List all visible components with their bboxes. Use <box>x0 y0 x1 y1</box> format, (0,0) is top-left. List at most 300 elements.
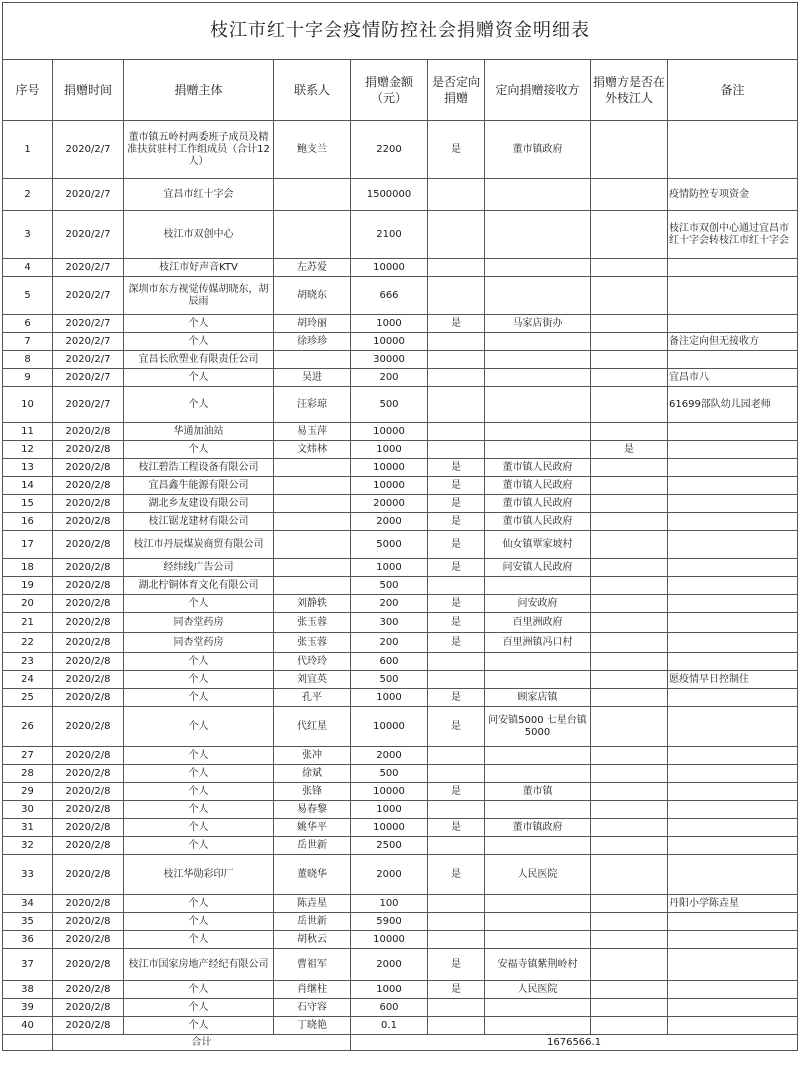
table-row <box>3 121 798 179</box>
row-external-cell <box>591 671 668 689</box>
row-recipient-cell: 董市镇人民政府 <box>485 513 591 531</box>
row-recipient-cell <box>485 653 591 671</box>
row-date-cell: 2020/2/8 <box>53 1017 124 1035</box>
row-amount-cell: 0.1 <box>351 1017 428 1035</box>
row-note-cell <box>668 595 798 613</box>
row-external-cell <box>591 855 668 895</box>
row-note-cell <box>668 513 798 531</box>
row-recipient-cell: 董市镇人民政府 <box>485 459 591 477</box>
row-donor-cell: 枝江华勋彩印厂 <box>124 855 274 895</box>
row-amount-cell: 10000 <box>351 819 428 837</box>
row-recipient-cell <box>485 913 591 931</box>
row-recipient-cell: 安福寺镇紫荆岭村 <box>485 949 591 981</box>
row-recipient-cell: 人民医院 <box>485 981 591 999</box>
table-row <box>3 783 798 801</box>
row-contact-cell <box>274 459 351 477</box>
row-donor-cell: 个人 <box>124 981 274 999</box>
row-directed-cell <box>428 765 485 783</box>
row-recipient-cell <box>485 351 591 369</box>
row-donor-cell: 个人 <box>124 441 274 459</box>
row-amount-cell: 1000 <box>351 801 428 819</box>
total-amount: 1676566.1 <box>351 1035 798 1051</box>
row-directed-cell: 是 <box>428 315 485 333</box>
row-date-cell: 2020/2/8 <box>53 999 124 1017</box>
row-donor-cell: 枝江市好声音KTV <box>124 259 274 277</box>
row-date-cell: 2020/2/8 <box>53 801 124 819</box>
table-row <box>3 765 798 783</box>
row-recipient-cell <box>485 333 591 351</box>
row-index-cell: 20 <box>3 595 53 613</box>
row-donor-cell: 枝江碧浩工程设备有限公司 <box>124 459 274 477</box>
row-amount-cell: 500 <box>351 387 428 423</box>
row-amount-cell: 2000 <box>351 747 428 765</box>
row-contact-cell: 董晓华 <box>274 855 351 895</box>
total-label: 合计 <box>53 1035 351 1051</box>
row-recipient-cell <box>485 369 591 387</box>
row-contact-cell: 胡晓东 <box>274 277 351 315</box>
row-donor-cell: 个人 <box>124 783 274 801</box>
row-date-cell: 2020/2/8 <box>53 477 124 495</box>
row-contact-cell: 左苏爱 <box>274 259 351 277</box>
row-amount-cell: 1000 <box>351 315 428 333</box>
row-recipient-cell: 董市镇政府 <box>485 121 591 179</box>
row-directed-cell <box>428 387 485 423</box>
row-donor-cell: 湖北柠铜体育文化有限公司 <box>124 577 274 595</box>
row-external-cell <box>591 259 668 277</box>
row-contact-cell <box>274 477 351 495</box>
row-recipient-cell <box>485 747 591 765</box>
row-directed-cell <box>428 999 485 1017</box>
row-external-cell <box>591 633 668 653</box>
row-recipient-cell <box>485 837 591 855</box>
table-row <box>3 513 798 531</box>
row-date-cell: 2020/2/8 <box>53 633 124 653</box>
row-date-cell: 2020/2/8 <box>53 595 124 613</box>
row-recipient-cell <box>485 441 591 459</box>
row-contact-cell <box>274 577 351 595</box>
row-date-cell: 2020/2/7 <box>53 351 124 369</box>
row-index-cell: 2 <box>3 179 53 211</box>
row-note-cell <box>668 633 798 653</box>
row-amount-cell: 1000 <box>351 559 428 577</box>
row-donor-cell: 个人 <box>124 999 274 1017</box>
row-contact-cell: 徐斌 <box>274 765 351 783</box>
row-recipient-cell: 董市镇 <box>485 783 591 801</box>
row-contact-cell: 刘静轶 <box>274 595 351 613</box>
row-donor-cell: 个人 <box>124 369 274 387</box>
row-index-cell: 8 <box>3 351 53 369</box>
row-date-cell: 2020/2/7 <box>53 179 124 211</box>
row-note-cell <box>668 423 798 441</box>
row-index-cell: 16 <box>3 513 53 531</box>
row-contact-cell: 肖继柱 <box>274 981 351 999</box>
row-index-cell: 18 <box>3 559 53 577</box>
row-date-cell: 2020/2/8 <box>53 981 124 999</box>
row-amount-cell: 20000 <box>351 495 428 513</box>
row-donor-cell: 个人 <box>124 1017 274 1035</box>
row-donor-cell: 华通加油站 <box>124 423 274 441</box>
row-index-cell: 10 <box>3 387 53 423</box>
row-index-cell: 30 <box>3 801 53 819</box>
row-note-cell <box>668 819 798 837</box>
row-amount-cell: 100 <box>351 895 428 913</box>
table-row <box>3 1017 798 1035</box>
row-external-cell <box>591 801 668 819</box>
row-contact-cell <box>274 495 351 513</box>
row-recipient-cell <box>485 387 591 423</box>
table-row <box>3 259 798 277</box>
row-note-cell: 枝江市双创中心通过宜昌市红十字会转枝江市红十字会 <box>668 211 798 259</box>
row-donor-cell: 枝江锯龙建材有限公司 <box>124 513 274 531</box>
row-recipient-cell <box>485 211 591 259</box>
row-amount-cell: 1000 <box>351 981 428 999</box>
table-row <box>3 387 798 423</box>
row-note-cell <box>668 707 798 747</box>
row-note-cell <box>668 981 798 999</box>
row-index-cell: 21 <box>3 613 53 633</box>
row-amount-cell: 200 <box>351 633 428 653</box>
row-directed-cell <box>428 351 485 369</box>
row-amount-cell: 500 <box>351 765 428 783</box>
table-row <box>3 495 798 513</box>
row-note-cell <box>668 689 798 707</box>
row-directed-cell: 是 <box>428 819 485 837</box>
row-contact-cell: 曹祖军 <box>274 949 351 981</box>
row-contact-cell: 易玉萍 <box>274 423 351 441</box>
row-amount-cell: 2500 <box>351 837 428 855</box>
row-external-cell <box>591 1017 668 1035</box>
row-date-cell: 2020/2/8 <box>53 747 124 765</box>
table-row <box>3 613 798 633</box>
row-date-cell: 2020/2/8 <box>53 653 124 671</box>
row-contact-cell: 汪彩琼 <box>274 387 351 423</box>
row-date-cell: 2020/2/8 <box>53 913 124 931</box>
row-recipient-cell: 人民医院 <box>485 855 591 895</box>
table-row <box>3 931 798 949</box>
row-directed-cell <box>428 801 485 819</box>
row-donor-cell: 个人 <box>124 653 274 671</box>
row-contact-cell: 陈垚星 <box>274 895 351 913</box>
row-external-cell <box>591 895 668 913</box>
row-directed-cell: 是 <box>428 459 485 477</box>
header-cell: 联系人 <box>274 60 351 121</box>
row-external-cell <box>591 211 668 259</box>
row-contact-cell: 张玉蓉 <box>274 633 351 653</box>
row-recipient-cell <box>485 1017 591 1035</box>
row-recipient-cell: 董市镇政府 <box>485 819 591 837</box>
row-external-cell <box>591 513 668 531</box>
row-note-cell <box>668 531 798 559</box>
row-contact-cell: 张玉蓉 <box>274 613 351 633</box>
row-donor-cell: 董市镇五岭村两委班子成员及精准扶贫驻村工作组成员（合计12人） <box>124 121 274 179</box>
row-amount-cell: 666 <box>351 277 428 315</box>
row-date-cell: 2020/2/7 <box>53 211 124 259</box>
row-date-cell: 2020/2/8 <box>53 513 124 531</box>
row-external-cell <box>591 387 668 423</box>
header-cell: 捐赠主体 <box>124 60 274 121</box>
row-index-cell: 11 <box>3 423 53 441</box>
row-directed-cell <box>428 837 485 855</box>
row-date-cell: 2020/2/8 <box>53 531 124 559</box>
row-amount-cell: 10000 <box>351 931 428 949</box>
row-contact-cell: 鲍支兰 <box>274 121 351 179</box>
row-amount-cell: 200 <box>351 595 428 613</box>
header-cell: 备注 <box>668 60 798 121</box>
row-note-cell <box>668 949 798 981</box>
row-amount-cell: 2000 <box>351 513 428 531</box>
row-directed-cell <box>428 423 485 441</box>
row-amount-cell: 5000 <box>351 531 428 559</box>
table-row <box>3 459 798 477</box>
row-note-cell <box>668 495 798 513</box>
row-external-cell <box>591 531 668 559</box>
row-external-cell <box>591 689 668 707</box>
row-date-cell: 2020/2/8 <box>53 613 124 633</box>
row-recipient-cell <box>485 931 591 949</box>
row-external-cell <box>591 459 668 477</box>
row-index-cell: 38 <box>3 981 53 999</box>
row-date-cell: 2020/2/8 <box>53 559 124 577</box>
row-amount-cell: 10000 <box>351 333 428 351</box>
header-cell: 捐赠时间 <box>53 60 124 121</box>
table-title: 枝江市红十字会疫情防控社会捐赠资金明细表 <box>3 3 798 60</box>
row-date-cell: 2020/2/7 <box>53 277 124 315</box>
header-cell: 捐赠方是否在外枝江人 <box>591 60 668 121</box>
row-directed-cell: 是 <box>428 855 485 895</box>
row-donor-cell: 枝江市国家房地产经纪有限公司 <box>124 949 274 981</box>
row-recipient-cell: 马家店街办 <box>485 315 591 333</box>
row-note-cell <box>668 931 798 949</box>
row-index-cell: 4 <box>3 259 53 277</box>
row-note-cell <box>668 351 798 369</box>
row-date-cell: 2020/2/8 <box>53 495 124 513</box>
row-recipient-cell <box>485 277 591 315</box>
row-note-cell <box>668 783 798 801</box>
row-amount-cell: 10000 <box>351 459 428 477</box>
row-note-cell <box>668 613 798 633</box>
row-contact-cell: 丁晓艳 <box>274 1017 351 1035</box>
row-note-cell: 愿疫情早日控制住 <box>668 671 798 689</box>
row-recipient-cell <box>485 895 591 913</box>
row-index-cell: 26 <box>3 707 53 747</box>
row-contact-cell: 岳世新 <box>274 913 351 931</box>
row-donor-cell: 个人 <box>124 671 274 689</box>
row-contact-cell: 孔平 <box>274 689 351 707</box>
row-external-cell <box>591 783 668 801</box>
row-external-cell <box>591 369 668 387</box>
row-donor-cell: 个人 <box>124 747 274 765</box>
row-amount-cell: 30000 <box>351 351 428 369</box>
row-index-cell: 23 <box>3 653 53 671</box>
row-amount-cell: 200 <box>351 369 428 387</box>
table-row <box>3 855 798 895</box>
row-index-cell: 6 <box>3 315 53 333</box>
row-donor-cell: 个人 <box>124 387 274 423</box>
row-directed-cell <box>428 747 485 765</box>
row-date-cell: 2020/2/8 <box>53 459 124 477</box>
header-cell: 捐赠金额（元） <box>351 60 428 121</box>
table-body <box>3 121 798 1035</box>
row-donor-cell: 个人 <box>124 819 274 837</box>
row-index-cell: 24 <box>3 671 53 689</box>
header-row <box>3 60 798 121</box>
row-note-cell <box>668 459 798 477</box>
row-external-cell <box>591 613 668 633</box>
row-note-cell <box>668 999 798 1017</box>
row-recipient-cell <box>485 259 591 277</box>
row-directed-cell <box>428 333 485 351</box>
row-donor-cell: 个人 <box>124 595 274 613</box>
row-recipient-cell <box>485 671 591 689</box>
row-directed-cell <box>428 1017 485 1035</box>
row-amount-cell: 2200 <box>351 121 428 179</box>
row-donor-cell: 个人 <box>124 765 274 783</box>
table-row <box>3 837 798 855</box>
table-row <box>3 633 798 653</box>
table-row <box>3 531 798 559</box>
row-date-cell: 2020/2/8 <box>53 895 124 913</box>
row-external-cell <box>591 931 668 949</box>
table-row <box>3 653 798 671</box>
table-row <box>3 689 798 707</box>
row-recipient-cell: 问安镇人民政府 <box>485 559 591 577</box>
row-amount-cell: 10000 <box>351 477 428 495</box>
row-contact-cell: 张冲 <box>274 747 351 765</box>
row-index-cell: 9 <box>3 369 53 387</box>
row-directed-cell <box>428 259 485 277</box>
row-external-cell <box>591 315 668 333</box>
row-recipient-cell <box>485 577 591 595</box>
row-external-cell <box>591 121 668 179</box>
table-row <box>3 369 798 387</box>
row-donor-cell: 个人 <box>124 315 274 333</box>
row-contact-cell: 刘宜英 <box>274 671 351 689</box>
row-contact-cell: 代玲玲 <box>274 653 351 671</box>
row-contact-cell: 张锋 <box>274 783 351 801</box>
row-recipient-cell <box>485 765 591 783</box>
row-directed-cell <box>428 895 485 913</box>
row-donor-cell: 个人 <box>124 913 274 931</box>
row-contact-cell: 石守容 <box>274 999 351 1017</box>
row-directed-cell: 是 <box>428 633 485 653</box>
row-external-cell <box>591 595 668 613</box>
row-external-cell <box>591 981 668 999</box>
row-date-cell: 2020/2/8 <box>53 819 124 837</box>
row-recipient-cell: 百里洲镇冯口村 <box>485 633 591 653</box>
row-date-cell: 2020/2/7 <box>53 387 124 423</box>
row-directed-cell <box>428 653 485 671</box>
row-note-cell <box>668 913 798 931</box>
row-index-cell: 28 <box>3 765 53 783</box>
row-amount-cell: 300 <box>351 613 428 633</box>
row-index-cell: 31 <box>3 819 53 837</box>
row-amount-cell: 5900 <box>351 913 428 931</box>
table-row <box>3 895 798 913</box>
row-donor-cell: 个人 <box>124 931 274 949</box>
row-index-cell: 13 <box>3 459 53 477</box>
table-row <box>3 747 798 765</box>
row-recipient-cell <box>485 999 591 1017</box>
row-directed-cell <box>428 441 485 459</box>
row-date-cell: 2020/2/8 <box>53 707 124 747</box>
table-row <box>3 441 798 459</box>
row-date-cell: 2020/2/8 <box>53 855 124 895</box>
row-note-cell: 疫情防控专项资金 <box>668 179 798 211</box>
row-donor-cell: 个人 <box>124 895 274 913</box>
table-row <box>3 559 798 577</box>
row-note-cell <box>668 277 798 315</box>
table-row <box>3 913 798 931</box>
table-row <box>3 819 798 837</box>
row-amount-cell: 10000 <box>351 783 428 801</box>
row-amount-cell: 2000 <box>351 855 428 895</box>
row-directed-cell: 是 <box>428 689 485 707</box>
row-amount-cell: 1500000 <box>351 179 428 211</box>
row-note-cell: 丹阳小学陈垚星 <box>668 895 798 913</box>
row-external-cell <box>591 333 668 351</box>
row-amount-cell: 500 <box>351 671 428 689</box>
row-date-cell: 2020/2/7 <box>53 369 124 387</box>
header-cell: 是否定向捐赠 <box>428 60 485 121</box>
row-date-cell: 2020/2/8 <box>53 765 124 783</box>
row-recipient-cell: 顾家店镇 <box>485 689 591 707</box>
row-index-cell: 27 <box>3 747 53 765</box>
row-date-cell: 2020/2/8 <box>53 931 124 949</box>
row-date-cell: 2020/2/8 <box>53 837 124 855</box>
row-index-cell: 17 <box>3 531 53 559</box>
table-row <box>3 577 798 595</box>
header-cell: 定向捐赠接收方 <box>485 60 591 121</box>
row-index-cell: 40 <box>3 1017 53 1035</box>
row-directed-cell <box>428 931 485 949</box>
row-amount-cell: 1000 <box>351 441 428 459</box>
row-directed-cell <box>428 671 485 689</box>
row-recipient-cell <box>485 423 591 441</box>
row-contact-cell: 姚华平 <box>274 819 351 837</box>
row-directed-cell <box>428 277 485 315</box>
row-recipient-cell: 仙女镇覃家坡村 <box>485 531 591 559</box>
table-row <box>3 333 798 351</box>
donation-table <box>2 2 798 1051</box>
row-recipient-cell: 问安政府 <box>485 595 591 613</box>
row-recipient-cell: 董市镇人民政府 <box>485 477 591 495</box>
total-row <box>3 1035 798 1051</box>
row-note-cell <box>668 653 798 671</box>
row-contact-cell: 徐珍珍 <box>274 333 351 351</box>
row-recipient-cell <box>485 801 591 819</box>
row-contact-cell <box>274 211 351 259</box>
row-donor-cell: 个人 <box>124 689 274 707</box>
row-date-cell: 2020/2/7 <box>53 259 124 277</box>
row-directed-cell: 是 <box>428 495 485 513</box>
row-directed-cell <box>428 369 485 387</box>
row-index-cell: 39 <box>3 999 53 1017</box>
row-note-cell <box>668 259 798 277</box>
row-contact-cell <box>274 531 351 559</box>
row-index-cell: 37 <box>3 949 53 981</box>
table-row <box>3 211 798 259</box>
row-donor-cell: 同杏堂药房 <box>124 633 274 653</box>
row-index-cell: 19 <box>3 577 53 595</box>
row-directed-cell <box>428 913 485 931</box>
row-donor-cell: 个人 <box>124 801 274 819</box>
row-directed-cell: 是 <box>428 121 485 179</box>
row-recipient-cell: 董市镇人民政府 <box>485 495 591 513</box>
table-row <box>3 671 798 689</box>
row-directed-cell: 是 <box>428 613 485 633</box>
row-date-cell: 2020/2/8 <box>53 689 124 707</box>
row-note-cell <box>668 121 798 179</box>
